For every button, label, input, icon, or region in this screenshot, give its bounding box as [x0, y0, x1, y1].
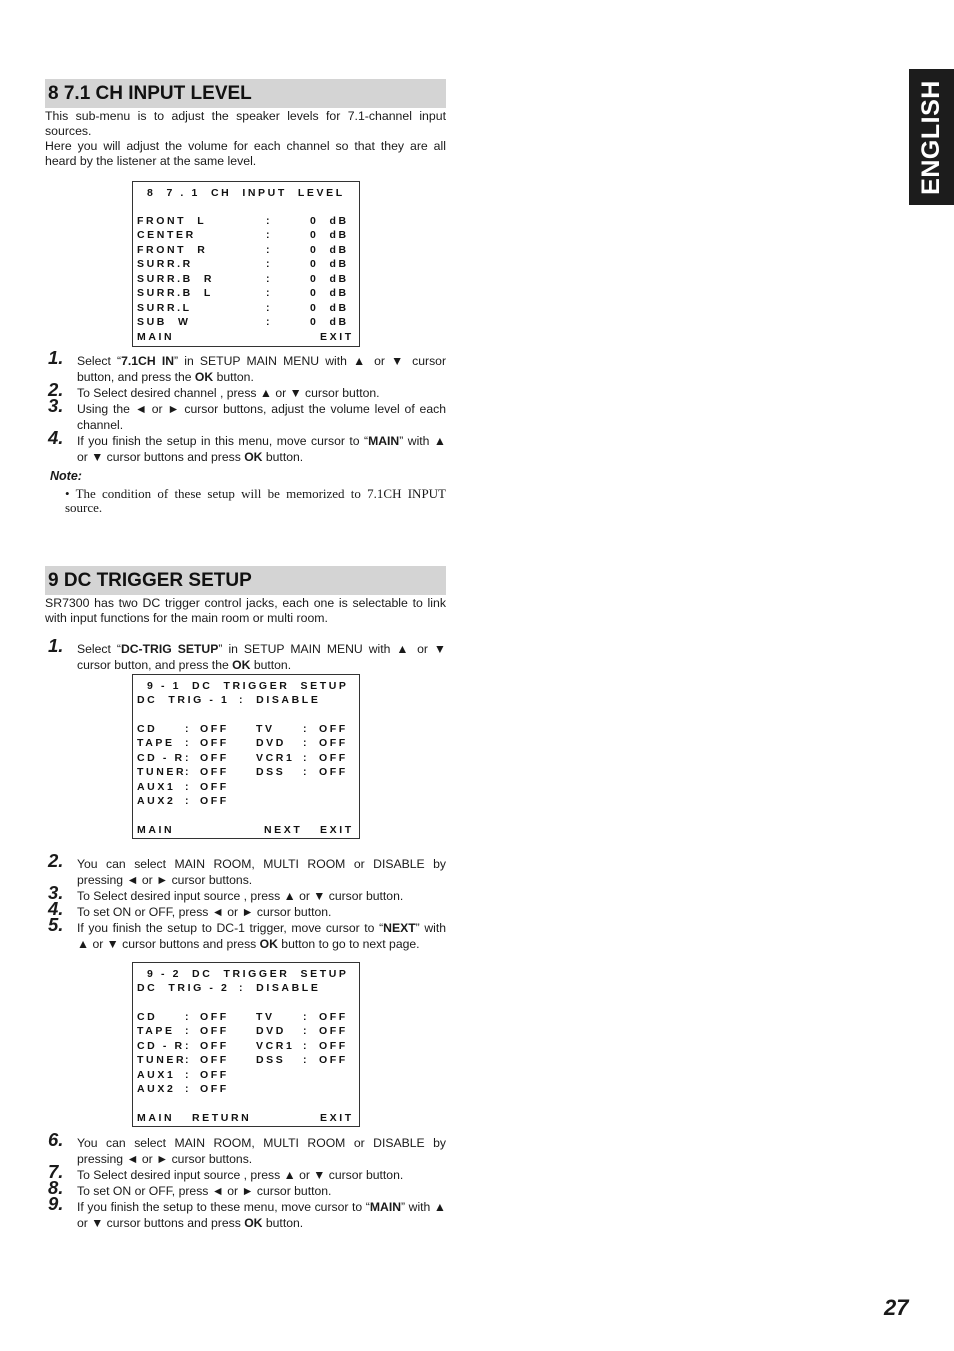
osd-row-value: OFF — [200, 1054, 229, 1066]
step-text: If you finish the setup to these menu, move cursor to “MAIN” with ▲ or ▼ cursor buttons and press OK button. — [77, 1200, 446, 1230]
osd-row-value: OFF — [319, 766, 348, 778]
osd-footer-exit: EXIT — [320, 1112, 354, 1124]
step-number: 2. — [48, 850, 64, 871]
osd-trig-value: : DISABLE — [239, 982, 321, 994]
osd-row-label: TV — [256, 723, 275, 735]
osd-row-colon: : — [185, 723, 192, 735]
step-number: 9. — [48, 1193, 64, 1214]
step-number: 6. — [48, 1129, 64, 1150]
osd-row-label: CD - R — [137, 752, 185, 764]
osd-row-colon: : — [266, 244, 273, 256]
step-7 — [45, 1161, 446, 1183]
step-3 — [45, 882, 446, 904]
step-6 — [45, 1129, 446, 1167]
step-text: Select “7.1CH IN” in SETUP MAIN MENU with ▲ or ▼ cursor button, and press the OK button. — [77, 354, 446, 384]
osd-row-colon: : — [185, 781, 192, 793]
osd-title: 9 - 2 DC TRIGGER SETUP — [147, 968, 349, 980]
osd-row-colon: : — [185, 1011, 192, 1023]
language-tab — [909, 69, 954, 205]
step-1 — [45, 347, 446, 385]
osd-row-label: TAPE — [137, 1025, 175, 1037]
osd-row-label: TV — [256, 1011, 275, 1023]
step-text: To set ON or OFF, press ◄ or ► cursor button. — [77, 1184, 332, 1198]
osd-row-colon: : — [185, 795, 192, 807]
osd-row-colon: : — [185, 1083, 192, 1095]
step-2 — [45, 850, 446, 888]
step-text: Using the ◄ or ► cursor buttons, adjust the volume level of each channel. — [77, 402, 446, 432]
osd-row-value: OFF — [200, 737, 229, 749]
step-number: 1. — [48, 635, 64, 656]
osd-trig-label: DC TRIG - 2 — [137, 982, 230, 994]
osd-row-label: SURR.B R — [137, 273, 215, 285]
osd-row-colon: : — [303, 1040, 310, 1052]
osd-row-colon: : — [185, 737, 192, 749]
section-9-intro: SR7300 has two DC trigger control jacks, each one is selectable to link with input functions for the main room or multi room. — [45, 596, 446, 625]
step-number: 4. — [48, 427, 64, 448]
osd-row-value: OFF — [200, 1040, 229, 1052]
osd-row-label: FRONT L — [137, 215, 207, 227]
step-1 — [45, 635, 446, 673]
section-9-heading: 9 DC TRIGGER SETUP — [45, 566, 446, 595]
osd-row-label: FRONT R — [137, 244, 208, 256]
step-text: If you finish the setup in this menu, move cursor to “MAIN” with ▲ or ▼ cursor buttons and press OK button. — [77, 434, 446, 464]
note-text: • The condition of these setup will be memorized to 7.1CH INPUT source. — [65, 486, 446, 515]
osd-row-label: DVD — [256, 1025, 286, 1037]
osd-title: 8 7 . 1 CH INPUT LEVEL — [147, 187, 345, 199]
osd-row-value: OFF — [319, 737, 348, 749]
osd-trig-value: : DISABLE — [239, 694, 321, 706]
osd-row-label: SURR.L — [137, 302, 192, 314]
osd-row-colon: : — [303, 1011, 310, 1023]
language-tab-label: ENGLISH — [917, 79, 945, 195]
osd-row-colon: : — [303, 723, 310, 735]
osd-row-colon: : — [266, 273, 273, 285]
osd-row-value: OFF — [200, 766, 229, 778]
osd-row-label: CD - R — [137, 1040, 185, 1052]
osd-title: 9 - 1 DC TRIGGER SETUP — [147, 680, 349, 692]
osd-row-value: 0 dB — [310, 316, 349, 328]
osd-row-value: OFF — [200, 781, 229, 793]
osd-row-colon: : — [266, 316, 273, 328]
step-2 — [45, 379, 446, 401]
osd-row-value: OFF — [319, 1040, 348, 1052]
osd-row-colon: : — [266, 258, 273, 270]
step-text: If you finish the setup to DC-1 trigger, move cursor to “NEXT” with ▲ or ▼ cursor buttons and press OK button to go to next page. — [77, 921, 447, 951]
step-text: Select “DC-TRIG SETUP” in SETUP MAIN MENU with ▲ or ▼ cursor button, and press the OK button. — [77, 642, 446, 672]
osd-footer-main: MAIN — [137, 1112, 175, 1124]
step-4 — [45, 898, 446, 920]
osd-row-colon: : — [185, 1054, 192, 1066]
osd-row-colon: : — [185, 766, 192, 778]
page-number: 27 — [884, 1295, 909, 1320]
osd-row-value: OFF — [319, 1025, 348, 1037]
step-text: To Select desired channel , press ▲ or ▼ cursor button. — [77, 386, 380, 400]
osd-row-label: TUNER — [137, 766, 187, 778]
step-9 — [45, 1193, 446, 1231]
osd-row-value: 0 dB — [310, 215, 349, 227]
osd-row-colon: : — [266, 229, 273, 241]
osd-row-label: CENTER — [137, 229, 196, 241]
osd-footer-exit: EXIT — [320, 331, 354, 343]
osd-row-value: OFF — [200, 723, 229, 735]
osd-row-value: OFF — [319, 1011, 348, 1023]
section-8-intro — [45, 109, 446, 169]
step-4 — [45, 427, 446, 465]
osd-row-value: OFF — [200, 1069, 229, 1081]
osd-footer-main: MAIN — [137, 331, 175, 343]
osd-row-label: SURR.B L — [137, 287, 213, 299]
osd-row-value: OFF — [200, 1083, 229, 1095]
osd-row-colon: : — [185, 1040, 192, 1052]
osd-footer-exit: EXIT — [320, 824, 354, 836]
step-text: To Select desired input source , press ▲ or ▼ cursor button. — [77, 889, 404, 903]
osd-row-value: 0 dB — [310, 302, 349, 314]
osd-trig-label: DC TRIG - 1 — [137, 694, 230, 706]
note-label: Note: — [50, 469, 82, 483]
osd-row-value: 0 dB — [310, 287, 349, 299]
osd-row-label: TUNER — [137, 1054, 187, 1066]
osd-dc-trigger-2 — [132, 962, 360, 1127]
step-number: 3. — [48, 882, 64, 903]
osd-row-colon: : — [303, 1025, 310, 1037]
osd-row-value: 0 dB — [310, 229, 349, 241]
osd-row-label: AUX1 — [137, 781, 176, 793]
step-text: To set ON or OFF, press ◄ or ► cursor button. — [77, 905, 332, 919]
osd-row-label: DSS — [256, 1054, 286, 1066]
osd-71ch-input-level — [132, 181, 360, 347]
osd-footer-return: RETURN — [192, 1112, 252, 1124]
osd-row-value: OFF — [319, 1054, 348, 1066]
osd-row-colon: : — [266, 215, 273, 227]
step-number: 7. — [48, 1161, 64, 1182]
osd-row-label: AUX1 — [137, 1069, 176, 1081]
osd-row-value: OFF — [200, 1011, 229, 1023]
step-text: You can select MAIN ROOM, MULTI ROOM or DISABLE by pressing ◄ or ► cursor buttons. — [77, 857, 446, 887]
osd-row-colon: : — [266, 287, 273, 299]
step-text: To Select desired input source , press ▲ or ▼ cursor button. — [77, 1168, 404, 1182]
osd-row-label: CD — [137, 1011, 158, 1023]
osd-row-colon: : — [185, 1025, 192, 1037]
osd-row-value: OFF — [319, 752, 348, 764]
step-number: 1. — [48, 347, 64, 368]
step-text: You can select MAIN ROOM, MULTI ROOM or DISABLE by pressing ◄ or ► cursor buttons. — [77, 1136, 446, 1166]
step-number: 4. — [48, 898, 64, 919]
osd-row-value: 0 dB — [310, 258, 349, 270]
osd-row-value: OFF — [200, 795, 229, 807]
section-8-intro-p2: Here you will adjust the volume for each channel so that they are all heard by the listener at the same level. — [45, 139, 446, 168]
section-8-intro-p1: This sub-menu is to adjust the speaker levels for 7.1-channel input sources. — [45, 109, 446, 138]
osd-footer-next: NEXT — [264, 824, 303, 836]
osd-row-colon: : — [303, 766, 310, 778]
osd-row-label: TAPE — [137, 737, 175, 749]
step-number: 5. — [48, 914, 64, 935]
osd-row-label: VCR1 — [256, 1040, 295, 1052]
osd-row-label: SURR.R — [137, 258, 193, 270]
osd-footer-main: MAIN — [137, 824, 175, 836]
osd-row-value: 0 dB — [310, 273, 349, 285]
osd-row-value: OFF — [319, 723, 348, 735]
osd-row-label: CD — [137, 723, 158, 735]
osd-row-colon: : — [303, 752, 310, 764]
osd-row-label: DVD — [256, 737, 286, 749]
osd-row-colon: : — [185, 1069, 192, 1081]
step-number: 2. — [48, 379, 64, 400]
osd-row-value: OFF — [200, 752, 229, 764]
osd-row-colon: : — [303, 737, 310, 749]
osd-row-value: 0 dB — [310, 244, 349, 256]
osd-row-label: DSS — [256, 766, 286, 778]
osd-row-colon: : — [266, 302, 273, 314]
step-number: 8. — [48, 1177, 64, 1198]
osd-row-colon: : — [303, 1054, 310, 1066]
osd-row-label: VCR1 — [256, 752, 295, 764]
section-8-heading: 8 7.1 CH INPUT LEVEL — [45, 79, 446, 108]
step-3 — [45, 395, 446, 433]
osd-row-label: SUB W — [137, 316, 191, 328]
step-number: 3. — [48, 395, 64, 416]
osd-row-colon: : — [185, 752, 192, 764]
osd-row-label: AUX2 — [137, 1083, 176, 1095]
step-8 — [45, 1177, 446, 1199]
osd-row-value: OFF — [200, 1025, 229, 1037]
step-5 — [45, 914, 447, 952]
osd-dc-trigger-1 — [132, 674, 360, 839]
osd-row-label: AUX2 — [137, 795, 176, 807]
